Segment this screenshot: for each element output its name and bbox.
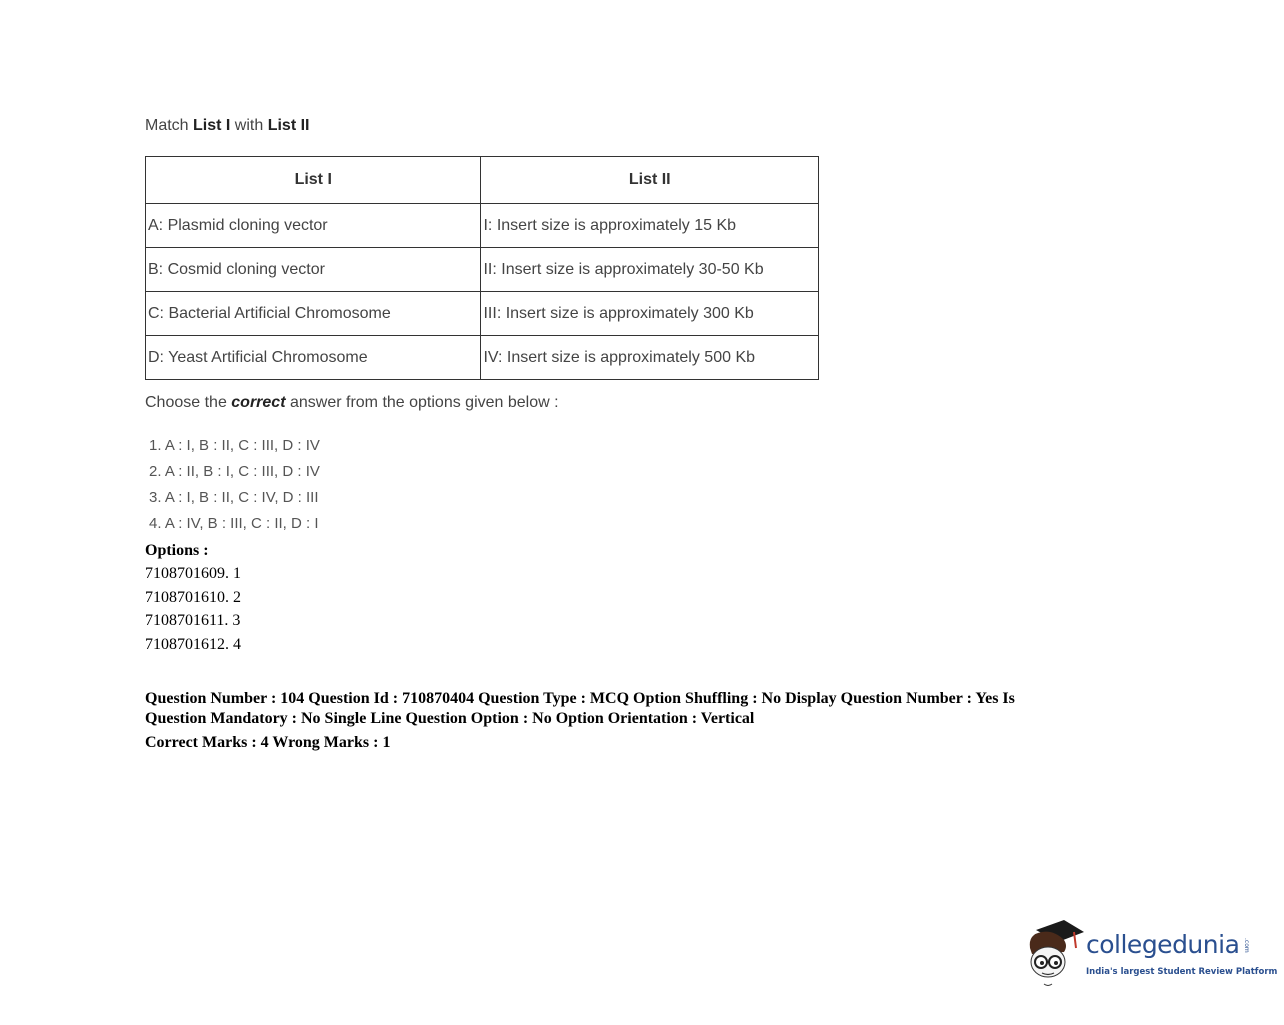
collegedunia-logo [1024,918,1278,988]
choose-prefix: Choose the [145,394,232,411]
logo-name: collegedunia [1086,930,1240,959]
question-meta [145,689,1145,753]
option-item: 7108701610. 2 [145,588,241,606]
answer-list [149,436,320,540]
choose-suffix: answer from the options given below : [285,394,559,411]
table-row [146,204,819,248]
table-row [146,292,819,336]
logo-suffix: .com [1243,938,1250,953]
list-item: 1. A : I, B : II, C : III, D : IV [149,437,320,454]
table-cell: B: Cosmid cloning vector [146,248,481,292]
list-item: 2. A : II, B : I, C : III, D : IV [149,463,320,480]
table-cell: IV: Insert size is approximately 500 Kb [481,336,819,380]
option-item: 7108701609. 1 [145,565,241,582]
table-row [146,336,819,380]
logo-tagline: India's largest Student Review Platform [1086,967,1278,977]
options-block [145,540,241,657]
table-cell: III: Insert size is approximately 300 Kb [481,292,819,336]
table-header-row [146,157,819,204]
match-table [145,156,819,380]
option-item: 7108701612. 4 [145,636,241,654]
table-cell: A: Plasmid cloning vector [146,204,481,248]
options-heading: Options : [145,542,209,559]
meta-line-1: Question Number : 104 Question Id : 710870404 Question Type : MCQ Option Shuffling : No Display Question Number : Yes Is [145,690,1015,707]
option-item: 7108701611. 3 [145,612,241,630]
choose-emphasis: correct [231,394,286,411]
table-cell: II: Insert size is approximately 30-50 Kb [481,248,819,292]
intro-list1: List I [193,117,231,134]
table-cell: C: Bacterial Artificial Chromosome [146,292,481,336]
header-list1: List I [146,157,481,204]
list-item: 4. A : IV, B : III, C : II, D : I [149,515,319,532]
mascot-icon [1024,918,1086,988]
choose-instruction [145,393,559,413]
question-intro [145,116,309,136]
meta-line-2: Question Mandatory : No Single Line Question Option : No Option Orientation : Vertical [145,710,755,727]
intro-middle: with [230,117,268,134]
header-list2: List II [481,157,819,204]
table-row [146,248,819,292]
intro-prefix: Match [145,117,194,134]
table-cell: D: Yeast Artificial Chromosome [146,336,481,380]
list-item: 3. A : I, B : II, C : IV, D : III [149,489,319,506]
intro-list2: List II [267,117,310,134]
marks-line: Correct Marks : 4 Wrong Marks : 1 [145,734,391,751]
table-cell: I: Insert size is approximately 15 Kb [481,204,819,248]
